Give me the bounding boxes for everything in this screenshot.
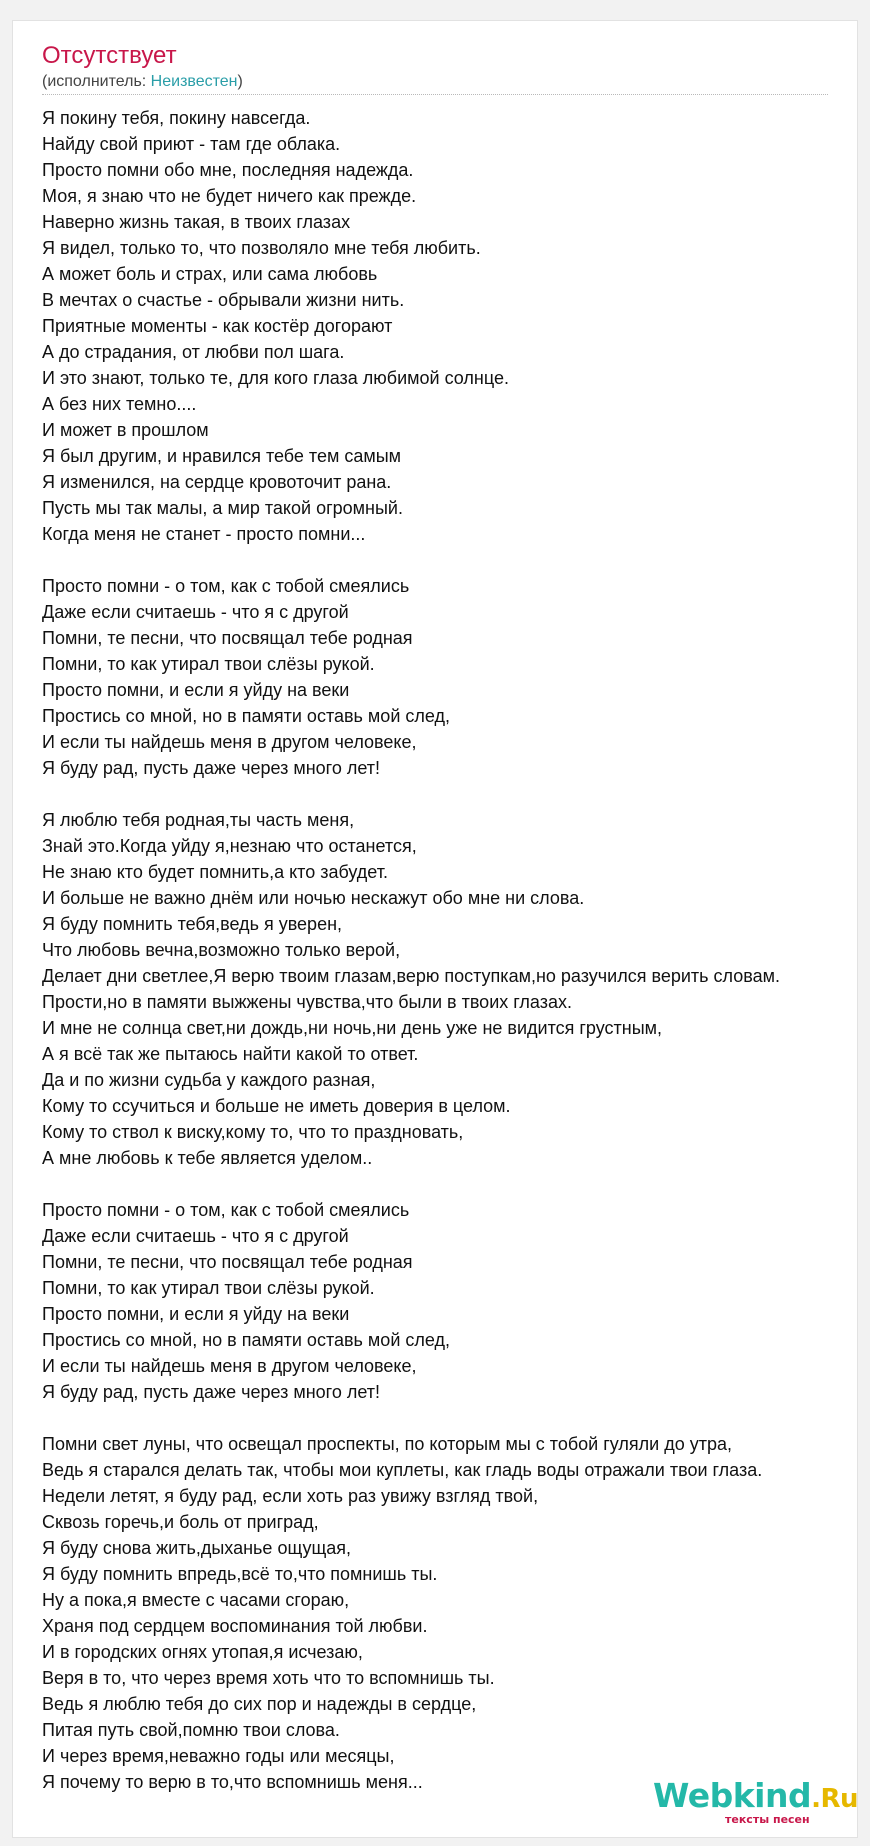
lyric-line: Сквозь горечь,и боль от приград,	[42, 1512, 319, 1532]
lyric-line: И если ты найдешь меня в другом человеке,	[42, 1356, 417, 1376]
performer-suffix: )	[237, 73, 243, 90]
lyric-line: Я буду помнить тебя,ведь я уверен,	[42, 914, 343, 934]
lyric-line: Я люблю тебя родная,ты часть меня,	[42, 810, 355, 830]
lyric-line: А без них темно....	[42, 394, 197, 414]
lyric-line: А мне любовь к тебе является уделом..	[42, 1148, 373, 1168]
lyric-line: Я буду снова жить,дыханье ощущая,	[42, 1538, 352, 1558]
lyric-line: Пусть мы так малы, а мир такой огромный.	[42, 498, 403, 518]
lyric-line: Знай это.Когда уйду я,незнаю что останется,	[42, 836, 417, 856]
lyric-line: Я видел, только то, что позволяло мне тебя любить.	[42, 238, 481, 258]
lyric-line: Наверно жизнь такая, в твоих глазах	[42, 212, 351, 232]
stanza-break	[42, 547, 868, 573]
lyric-line: Просто помни, и если я уйду на веки	[42, 680, 350, 700]
lyric-line: Моя, я знаю что не будет ничего как прежде.	[42, 186, 417, 206]
lyric-line: Что любовь вечна,возможно только верой,	[42, 940, 401, 960]
lyric-line: Ведь я люблю тебя до сих пор и надежды в сердце,	[42, 1694, 477, 1714]
lyric-line: Приятные моменты - как костёр догорают	[42, 316, 393, 336]
lyric-line: Просто помни, и если я уйду на веки	[42, 1304, 350, 1324]
lyric-line: Найду свой приют - там где облака.	[42, 134, 341, 154]
lyric-line: Не знаю кто будет помнить,а кто забудет.	[42, 862, 388, 882]
lyric-line: Кому то ствол к виску,кому то, что то праздновать,	[42, 1122, 464, 1142]
lyric-line: Я изменился, на сердце кровоточит рана.	[42, 472, 392, 492]
lyric-line: Я почему то верю в то,что вспомнишь меня...	[42, 1772, 423, 1792]
lyric-line: Я покину тебя, покину навсегда.	[42, 108, 311, 128]
lyric-line: А я всё так же пытаюсь найти какой то ответ.	[42, 1044, 419, 1064]
lyric-line: Когда меня не станет - просто помни...	[42, 524, 366, 544]
lyric-line: Храня под сердцем воспоминания той любви.	[42, 1616, 428, 1636]
lyric-line: Ну а пока,я вместе с часами сгораю,	[42, 1590, 350, 1610]
performer-line	[42, 72, 243, 92]
lyric-line: Простись со мной, но в памяти оставь мой след,	[42, 706, 450, 726]
logo-tagline: тексты песен	[725, 1813, 810, 1826]
logo-name: Webkind	[653, 1776, 812, 1815]
lyric-line: Просто помни - о том, как с тобой смеялись	[42, 576, 410, 596]
lyric-line: Питая путь свой,помню твои слова.	[42, 1720, 340, 1740]
lyric-line: Просто помни - о том, как с тобой смеялись	[42, 1200, 410, 1220]
lyrics-body	[42, 105, 868, 1795]
lyric-line: Даже если считаешь - что я с другой	[42, 1226, 349, 1246]
lyric-line: Помни, то как утирал твои слёзы рукой.	[42, 1278, 375, 1298]
logo-wordmark	[653, 1778, 858, 1817]
lyric-line: Да и по жизни судьба у каждого разная,	[42, 1070, 376, 1090]
song-title: Отсутствует	[42, 42, 177, 69]
title-divider	[42, 94, 828, 95]
lyric-line: Даже если считаешь - что я с другой	[42, 602, 349, 622]
lyric-line: А до страдания, от любви пол шага.	[42, 342, 345, 362]
webkind-logo[interactable]	[653, 1776, 859, 1826]
stanza-break	[42, 781, 868, 807]
performer-prefix: (исполнитель:	[42, 73, 151, 90]
lyric-line: Помни свет луны, что освещал проспекты, по которым мы с тобой гуляли до утра,	[42, 1434, 732, 1454]
lyric-line: И через время,неважно годы или месяцы,	[42, 1746, 395, 1766]
lyric-line: А может боль и страх, или сама любовь	[42, 264, 378, 284]
lyric-line: И мне не солнца свет,ни дождь,ни ночь,ни день уже не видится грустным,	[42, 1018, 663, 1038]
lyric-line: Просто помни обо мне, последняя надежда.	[42, 160, 414, 180]
lyric-line: Недели летят, я буду рад, если хоть раз увижу взгляд твой,	[42, 1486, 539, 1506]
lyric-line: И если ты найдешь меня в другом человеке,	[42, 732, 417, 752]
lyric-line: Простись со мной, но в памяти оставь мой след,	[42, 1330, 450, 1350]
lyric-line: Я буду помнить впредь,всё то,что помнишь ты.	[42, 1564, 438, 1584]
logo-domain: .Ru	[811, 1784, 859, 1814]
lyric-line: И это знают, только те, для кого глаза любимой солнце.	[42, 368, 509, 388]
lyric-line: Ведь я старался делать так, чтобы мои куплеты, как гладь воды отражали твои глаза.	[42, 1460, 763, 1480]
performer-link[interactable]: Неизвестен	[150, 73, 238, 90]
stanza-break	[42, 1171, 868, 1197]
lyric-line: И может в прошлом	[42, 420, 209, 440]
stanza-break	[42, 1405, 868, 1431]
lyric-line: Я был другим, и нравился тебе тем самым	[42, 446, 402, 466]
lyric-line: И в городских огнях утопая,я исчезаю,	[42, 1642, 363, 1662]
lyric-line: Помни, то как утирал твои слёзы рукой.	[42, 654, 375, 674]
lyric-line: Прости,но в памяти выжжены чувства,что были в твоих глазах.	[42, 992, 572, 1012]
lyric-line: В мечтах о счастье - обрывали жизни нить.	[42, 290, 405, 310]
lyric-line: Кому то ссучиться и больше не иметь доверия в целом.	[42, 1096, 511, 1116]
lyric-line: Делает дни светлее,Я верю твоим глазам,верю поступкам,но разучился верить словам.	[42, 966, 780, 986]
lyric-line: Я буду рад, пусть даже через много лет!	[42, 1382, 381, 1402]
lyric-line: Я буду рад, пусть даже через много лет!	[42, 758, 381, 778]
lyric-line: Помни, те песни, что посвящал тебе родная	[42, 628, 413, 648]
lyric-line: Помни, те песни, что посвящал тебе родная	[42, 1252, 413, 1272]
lyric-line: Веря в то, что через время хоть что то вспомнишь ты.	[42, 1668, 495, 1688]
lyric-line: И больше не важно днём или ночью нескажут обо мне ни слова.	[42, 888, 585, 908]
